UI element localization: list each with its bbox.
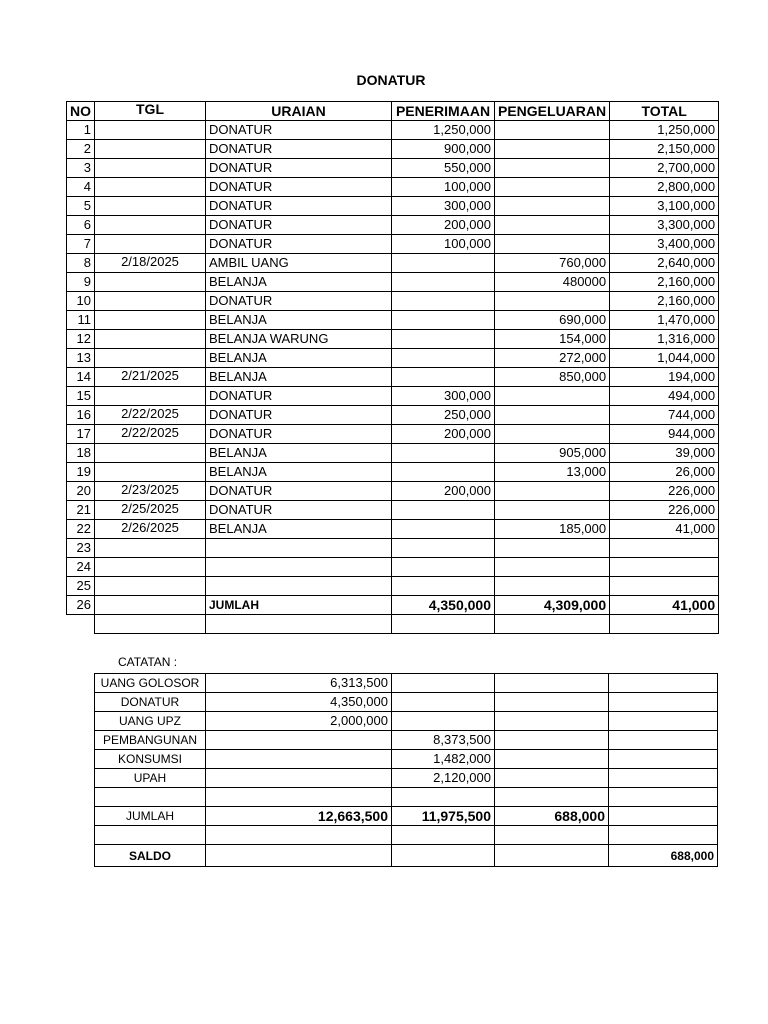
row-tgl: 2/22/2025 [95, 425, 206, 444]
row-uraian: DONATUR [206, 482, 392, 501]
row-penerimaan: 100,000 [392, 178, 495, 197]
row-no: 24 [67, 558, 95, 577]
row-pengeluaran: 850,000 [495, 368, 610, 387]
row-no: 8 [67, 254, 95, 273]
blank-cell [609, 674, 718, 693]
row-total: 944,000 [610, 425, 719, 444]
row-no: 14 [67, 368, 95, 387]
row-no: 9 [67, 273, 95, 292]
row-penerimaan [392, 311, 495, 330]
blank-cell [609, 807, 718, 826]
row-pengeluaran [495, 140, 610, 159]
blank-cell [206, 788, 392, 807]
row-tgl: 2/18/2025 [95, 254, 206, 273]
row-uraian: DONATUR [206, 406, 392, 425]
row-penerimaan [392, 273, 495, 292]
jumlah-label: JUMLAH [206, 596, 392, 615]
jumlah-no: 26 [67, 596, 95, 615]
blank-cell [609, 750, 718, 769]
header-uraian: URAIAN [206, 102, 392, 121]
row-tgl: 2/22/2025 [95, 406, 206, 425]
catatan-keluar: 1,482,000 [392, 750, 495, 769]
row-pengeluaran [495, 292, 610, 311]
blank-cell [495, 788, 609, 807]
row-pengeluaran: 272,000 [495, 349, 610, 368]
blank-cell [392, 788, 495, 807]
row-uraian: DONATUR [206, 387, 392, 406]
catatan-masuk [206, 750, 392, 769]
row-total: 1,250,000 [610, 121, 719, 140]
jumlah-penerimaan: 4,350,000 [392, 596, 495, 615]
row-no: 20 [67, 482, 95, 501]
row-total: 226,000 [610, 501, 719, 520]
blank-cell [95, 615, 206, 634]
catatan-masuk: 4,350,000 [206, 693, 392, 712]
row-pengeluaran: 185,000 [495, 520, 610, 539]
row-pengeluaran [495, 577, 610, 596]
row-tgl [95, 140, 206, 159]
row-total: 226,000 [610, 482, 719, 501]
blank-cell [495, 674, 609, 693]
row-total: 494,000 [610, 387, 719, 406]
table-row [67, 349, 719, 368]
catatan-row [95, 731, 718, 750]
catatan-row [95, 712, 718, 731]
row-tgl [95, 216, 206, 235]
catatan-label: UANG GOLOSOR [95, 674, 206, 693]
catatan-label: DONATUR [95, 693, 206, 712]
row-no: 21 [67, 501, 95, 520]
row-pengeluaran [495, 159, 610, 178]
blank-cell [609, 769, 718, 788]
row-total: 194,000 [610, 368, 719, 387]
row-uraian: BELANJA [206, 349, 392, 368]
row-total: 3,400,000 [610, 235, 719, 254]
blank-cell [495, 826, 609, 845]
row-tgl: 2/23/2025 [95, 482, 206, 501]
saldo-row [95, 845, 718, 867]
table-row [67, 216, 719, 235]
table-row [67, 539, 719, 558]
row-tgl [95, 159, 206, 178]
row-uraian: DONATUR [206, 140, 392, 159]
row-tgl [95, 387, 206, 406]
row-tgl [95, 311, 206, 330]
table-row [67, 273, 719, 292]
table-row [67, 159, 719, 178]
row-no: 13 [67, 349, 95, 368]
jumlah-row [67, 596, 719, 615]
catatan-keluar [392, 693, 495, 712]
row-uraian: DONATUR [206, 121, 392, 140]
row-penerimaan: 300,000 [392, 387, 495, 406]
row-tgl [95, 349, 206, 368]
catatan-jumlah-row [95, 807, 718, 826]
table-row [67, 425, 719, 444]
row-pengeluaran: 690,000 [495, 311, 610, 330]
row-total: 2,640,000 [610, 254, 719, 273]
row-tgl [95, 577, 206, 596]
catatan-blank-row [95, 826, 718, 845]
row-uraian: BELANJA [206, 273, 392, 292]
table-row [67, 121, 719, 140]
row-penerimaan: 200,000 [392, 482, 495, 501]
row-total: 744,000 [610, 406, 719, 425]
catatan-label: PEMBANGUNAN [95, 731, 206, 750]
row-uraian: DONATUR [206, 178, 392, 197]
table-row [67, 292, 719, 311]
row-pengeluaran [495, 216, 610, 235]
catatan-label: KONSUMSI [95, 750, 206, 769]
catatan-body [95, 674, 718, 788]
row-total: 3,300,000 [610, 216, 719, 235]
row-penerimaan: 100,000 [392, 235, 495, 254]
row-tgl [95, 178, 206, 197]
row-no: 16 [67, 406, 95, 425]
row-tgl [95, 121, 206, 140]
blank-cell [206, 615, 392, 634]
row-pengeluaran [495, 197, 610, 216]
page-title: DONATUR [356, 72, 426, 88]
row-penerimaan: 300,000 [392, 197, 495, 216]
catatan-heading: CATATAN : [118, 655, 178, 669]
table-row [67, 482, 719, 501]
row-total: 2,700,000 [610, 159, 719, 178]
jumlah-tgl [95, 596, 206, 615]
header-penerimaan: PENERIMAAN [392, 102, 495, 121]
row-pengeluaran [495, 539, 610, 558]
table-row [67, 406, 719, 425]
saldo-label: SALDO [95, 845, 206, 867]
row-pengeluaran [495, 406, 610, 425]
row-pengeluaran: 760,000 [495, 254, 610, 273]
row-penerimaan [392, 444, 495, 463]
table-row [67, 178, 719, 197]
blank-cell [495, 693, 609, 712]
row-penerimaan: 1,250,000 [392, 121, 495, 140]
header-pengeluaran: PENGELUARAN [495, 102, 610, 121]
row-no: 6 [67, 216, 95, 235]
ledger-table [66, 101, 719, 634]
row-total [610, 558, 719, 577]
catatan-masuk [206, 731, 392, 750]
row-uraian: DONATUR [206, 235, 392, 254]
blank-cell [392, 826, 495, 845]
row-pengeluaran [495, 425, 610, 444]
row-tgl [95, 292, 206, 311]
catatan-jumlah-masuk: 12,663,500 [206, 807, 392, 826]
row-no: 17 [67, 425, 95, 444]
row-total: 2,160,000 [610, 273, 719, 292]
catatan-label: UANG UPZ [95, 712, 206, 731]
ledger-header-row [67, 102, 719, 121]
row-penerimaan [392, 292, 495, 311]
row-uraian: DONATUR [206, 159, 392, 178]
table-row [67, 254, 719, 273]
row-uraian: AMBIL UANG [206, 254, 392, 273]
row-penerimaan [392, 368, 495, 387]
catatan-jumlah-keluar: 11,975,500 [392, 807, 495, 826]
row-penerimaan [392, 330, 495, 349]
row-pengeluaran: 905,000 [495, 444, 610, 463]
blank-cell [495, 731, 609, 750]
row-total: 2,800,000 [610, 178, 719, 197]
catatan-keluar [392, 712, 495, 731]
row-tgl [95, 330, 206, 349]
blank-cell [495, 750, 609, 769]
blank-cell [495, 845, 609, 867]
row-pengeluaran [495, 178, 610, 197]
blank-cell [206, 826, 392, 845]
row-uraian: DONATUR [206, 216, 392, 235]
row-tgl [95, 235, 206, 254]
row-tgl [95, 444, 206, 463]
catatan-masuk: 6,313,500 [206, 674, 392, 693]
row-tgl [95, 558, 206, 577]
blank-cell [609, 826, 718, 845]
row-penerimaan [392, 539, 495, 558]
table-row [67, 520, 719, 539]
row-no: 25 [67, 577, 95, 596]
catatan-label: UPAH [95, 769, 206, 788]
row-penerimaan: 550,000 [392, 159, 495, 178]
catatan-jumlah-label: JUMLAH [95, 807, 206, 826]
blank-cell [392, 845, 495, 867]
row-pengeluaran: 154,000 [495, 330, 610, 349]
row-no: 7 [67, 235, 95, 254]
catatan-row [95, 693, 718, 712]
row-total: 1,316,000 [610, 330, 719, 349]
row-penerimaan [392, 501, 495, 520]
row-pengeluaran [495, 558, 610, 577]
table-row [67, 387, 719, 406]
row-no: 18 [67, 444, 95, 463]
header-total: TOTAL [610, 102, 719, 121]
row-no: 4 [67, 178, 95, 197]
row-uraian: DONATUR [206, 292, 392, 311]
row-tgl: 2/25/2025 [95, 501, 206, 520]
row-tgl [95, 273, 206, 292]
blank-cell [67, 615, 95, 634]
blank-cell [609, 731, 718, 750]
catatan-keluar: 8,373,500 [392, 731, 495, 750]
blank-cell [206, 845, 392, 867]
blank-cell [609, 788, 718, 807]
row-uraian [206, 539, 392, 558]
jumlah-pengeluaran: 4,309,000 [495, 596, 610, 615]
row-pengeluaran [495, 501, 610, 520]
header-no: NO [67, 102, 95, 121]
row-total [610, 539, 719, 558]
blank-cell [610, 615, 719, 634]
table-row [67, 577, 719, 596]
row-pengeluaran: 480000 [495, 273, 610, 292]
row-total [610, 577, 719, 596]
row-uraian [206, 577, 392, 596]
row-penerimaan [392, 463, 495, 482]
catatan-masuk: 2,000,000 [206, 712, 392, 731]
saldo-value: 688,000 [609, 845, 718, 867]
row-no: 23 [67, 539, 95, 558]
row-penerimaan [392, 520, 495, 539]
row-uraian: BELANJA [206, 311, 392, 330]
row-no: 11 [67, 311, 95, 330]
row-no: 1 [67, 121, 95, 140]
row-pengeluaran [495, 235, 610, 254]
blank-cell [495, 615, 610, 634]
blank-cell [609, 693, 718, 712]
table-row [67, 368, 719, 387]
table-row [67, 444, 719, 463]
row-no: 2 [67, 140, 95, 159]
row-no: 5 [67, 197, 95, 216]
row-uraian: DONATUR [206, 197, 392, 216]
blank-cell [609, 712, 718, 731]
row-uraian: BELANJA [206, 520, 392, 539]
row-uraian [206, 558, 392, 577]
row-penerimaan: 200,000 [392, 425, 495, 444]
row-pengeluaran: 13,000 [495, 463, 610, 482]
row-uraian: BELANJA WARUNG [206, 330, 392, 349]
catatan-row [95, 750, 718, 769]
table-row [67, 501, 719, 520]
table-row [67, 330, 719, 349]
blank-cell [95, 788, 206, 807]
table-row [67, 140, 719, 159]
row-no: 3 [67, 159, 95, 178]
blank-cell [495, 769, 609, 788]
row-no: 22 [67, 520, 95, 539]
ledger-body [67, 121, 719, 596]
row-total: 1,044,000 [610, 349, 719, 368]
row-uraian: BELANJA [206, 444, 392, 463]
row-penerimaan: 900,000 [392, 140, 495, 159]
catatan-keluar: 2,120,000 [392, 769, 495, 788]
row-uraian: BELANJA [206, 463, 392, 482]
row-penerimaan [392, 254, 495, 273]
catatan-masuk [206, 769, 392, 788]
row-uraian: DONATUR [206, 425, 392, 444]
row-total: 2,160,000 [610, 292, 719, 311]
catatan-jumlah-selisih: 688,000 [495, 807, 609, 826]
catatan-table [94, 673, 718, 867]
header-tgl: TGL [95, 102, 206, 121]
catatan-blank-row [95, 788, 718, 807]
row-no: 19 [67, 463, 95, 482]
row-total: 39,000 [610, 444, 719, 463]
blank-cell [495, 712, 609, 731]
row-uraian: BELANJA [206, 368, 392, 387]
row-pengeluaran [495, 387, 610, 406]
table-row [67, 235, 719, 254]
row-penerimaan [392, 577, 495, 596]
row-penerimaan: 200,000 [392, 216, 495, 235]
row-total: 2,150,000 [610, 140, 719, 159]
row-penerimaan: 250,000 [392, 406, 495, 425]
table-row [67, 558, 719, 577]
blank-cell [392, 615, 495, 634]
row-pengeluaran [495, 482, 610, 501]
row-tgl [95, 539, 206, 558]
row-tgl [95, 463, 206, 482]
row-penerimaan [392, 558, 495, 577]
jumlah-total: 41,000 [610, 596, 719, 615]
row-penerimaan [392, 349, 495, 368]
row-total: 1,470,000 [610, 311, 719, 330]
row-no: 15 [67, 387, 95, 406]
blank-row [67, 615, 719, 634]
row-total: 3,100,000 [610, 197, 719, 216]
catatan-row [95, 769, 718, 788]
row-pengeluaran [495, 121, 610, 140]
table-row [67, 197, 719, 216]
table-row [67, 463, 719, 482]
row-total: 41,000 [610, 520, 719, 539]
catatan-keluar [392, 674, 495, 693]
row-total: 26,000 [610, 463, 719, 482]
table-row [67, 311, 719, 330]
row-uraian: DONATUR [206, 501, 392, 520]
row-tgl: 2/21/2025 [95, 368, 206, 387]
blank-cell [95, 826, 206, 845]
row-tgl: 2/26/2025 [95, 520, 206, 539]
catatan-row [95, 674, 718, 693]
row-no: 10 [67, 292, 95, 311]
row-tgl [95, 197, 206, 216]
row-no: 12 [67, 330, 95, 349]
